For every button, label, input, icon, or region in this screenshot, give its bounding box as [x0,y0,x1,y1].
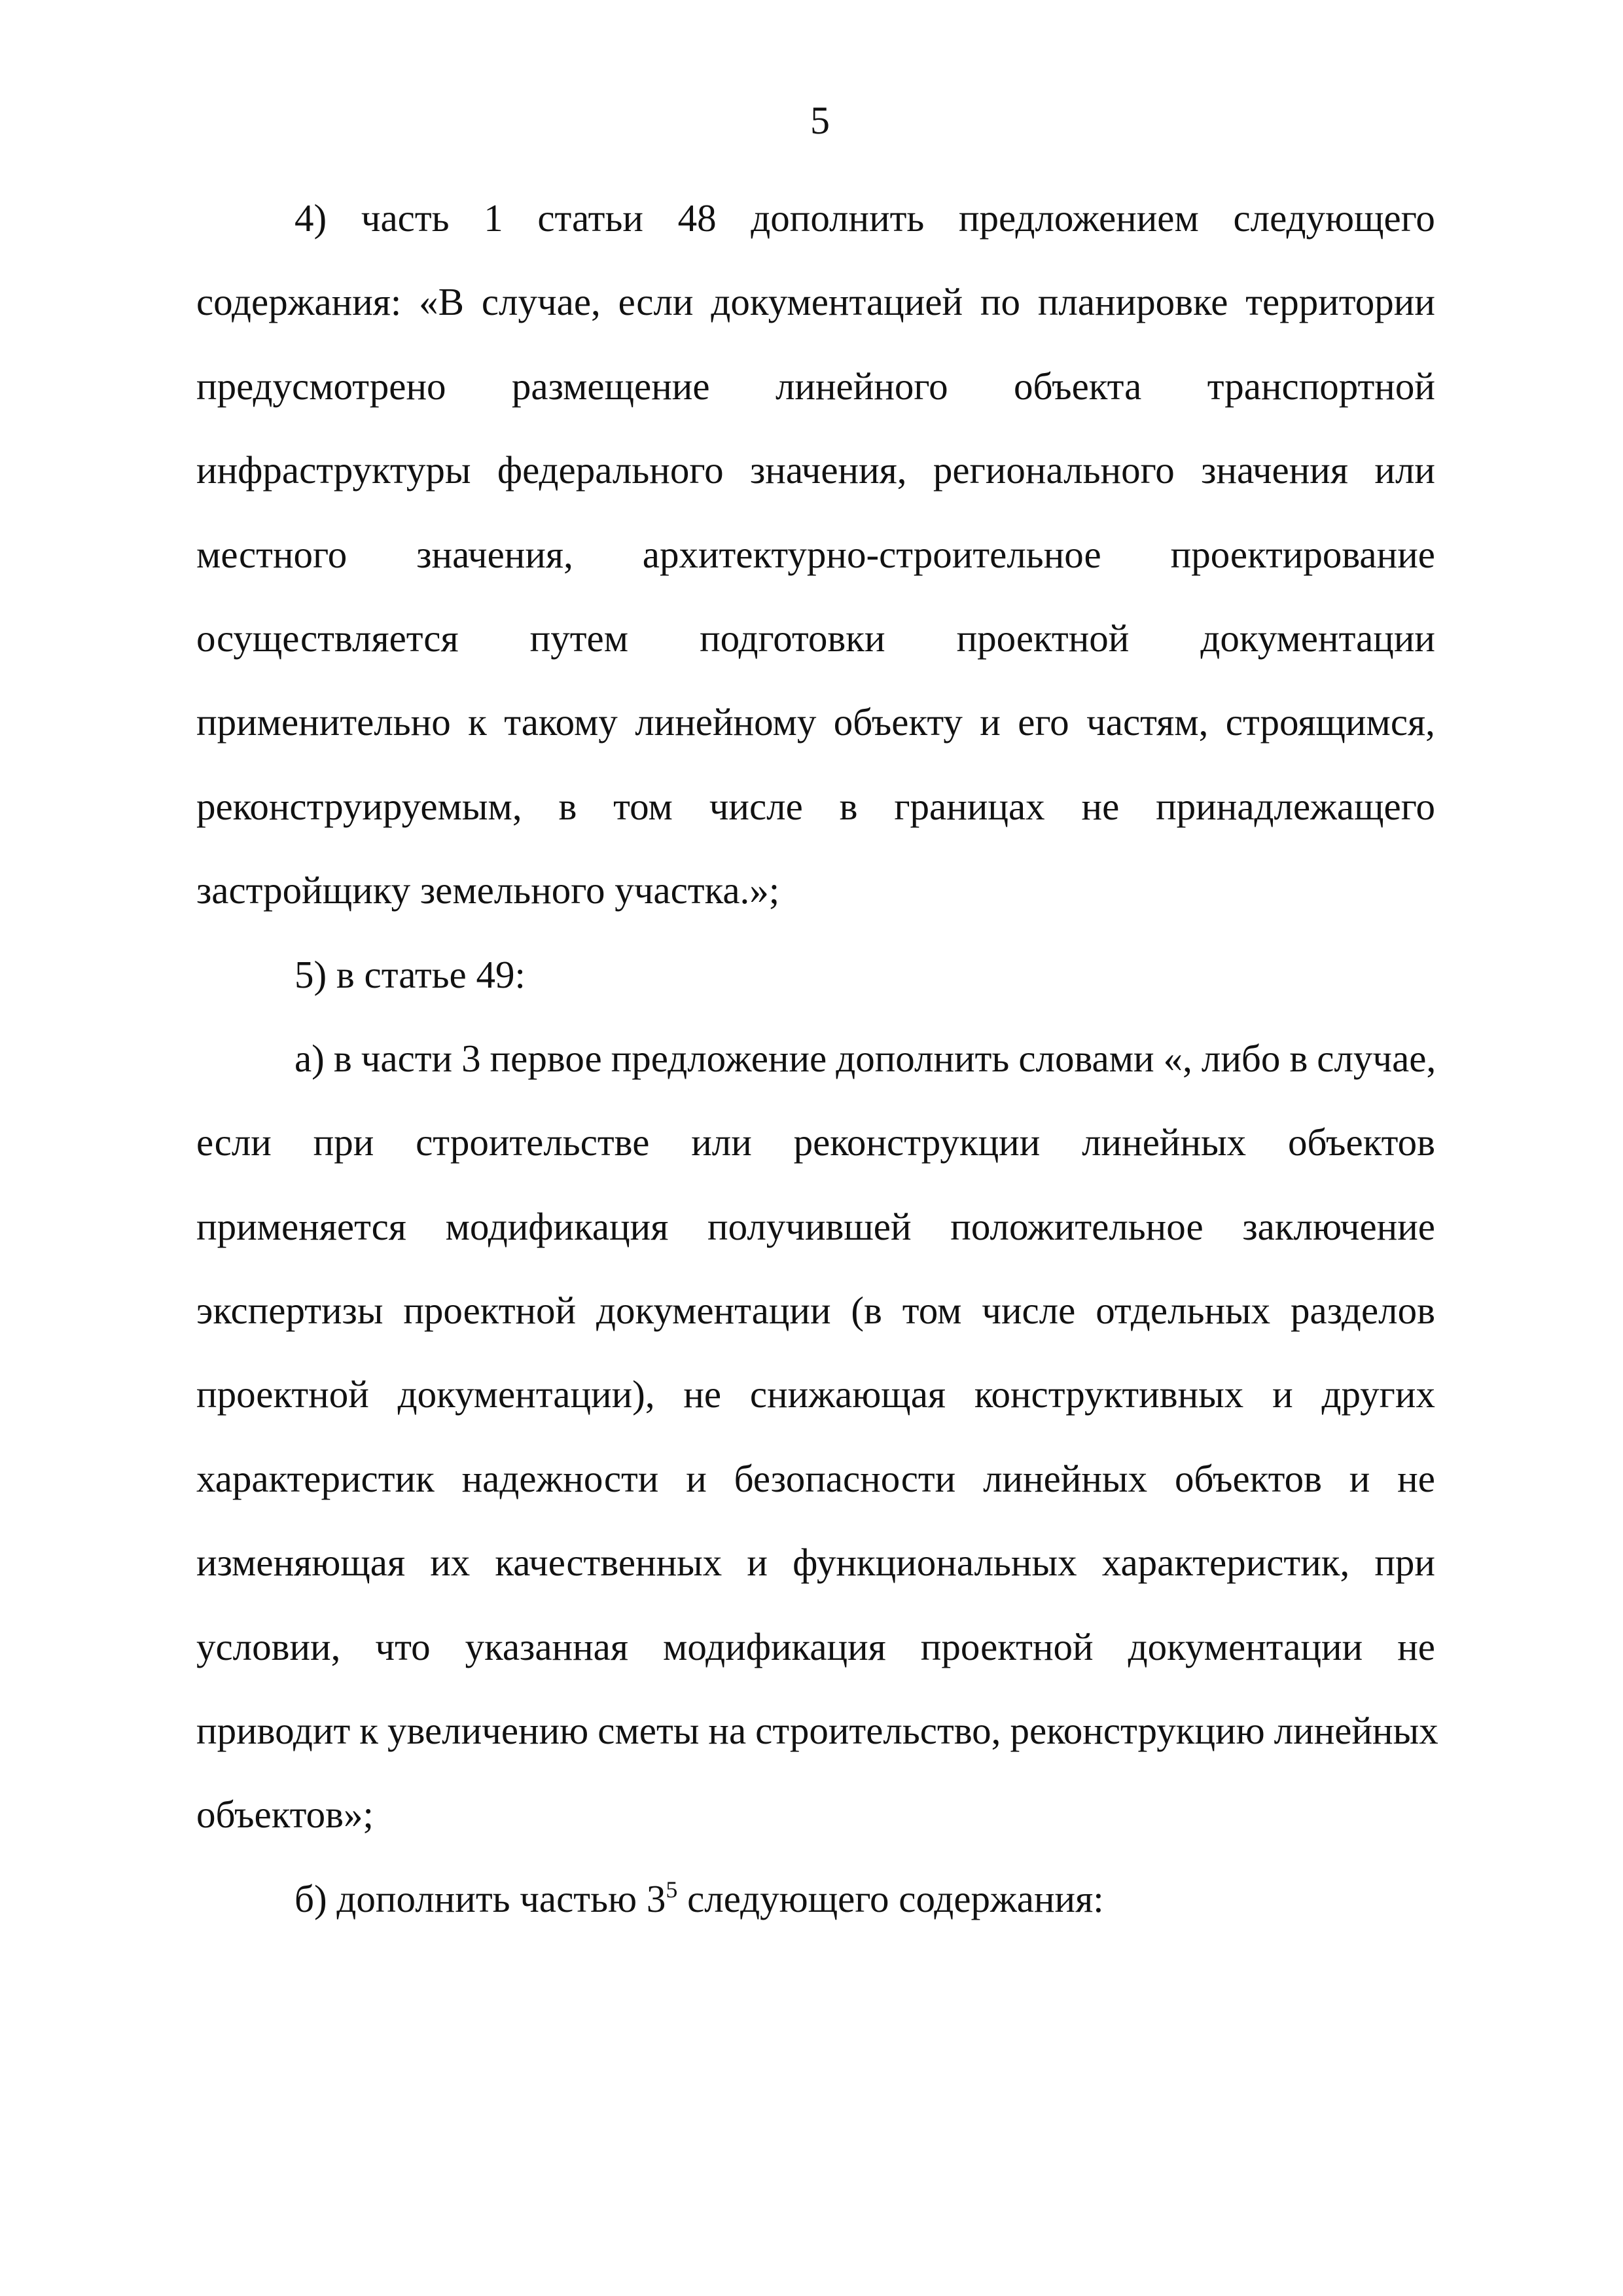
page-number: 5 [810,99,830,142]
word: модификация [663,1624,886,1668]
word: снижающая [749,1372,946,1416]
word: в [333,1036,352,1080]
word: случае, [1317,1036,1436,1080]
word: реконструкции [793,1121,1041,1164]
word: документации), [397,1372,655,1416]
word: дополнить [751,196,925,240]
word: а) [294,1036,325,1080]
word: получившей [707,1204,912,1248]
word: проектной [956,616,1130,660]
text-line [196,1352,1435,1436]
word: реконструируемым, [196,784,522,828]
word: проектирование [1170,532,1435,576]
word: части [361,1036,453,1080]
word: предложением [958,196,1199,240]
word: к [468,700,487,744]
word: словами [1018,1036,1154,1080]
word: условии, [196,1624,341,1668]
word: в [839,784,858,828]
word: значения [1201,448,1349,492]
word: «, [1163,1036,1192,1080]
text-line [196,176,1435,260]
word: безопасности [734,1456,956,1500]
word: местного [196,532,348,576]
word: статьи [537,196,643,240]
text-line [196,344,1435,428]
word: и [747,1541,768,1585]
word: 4) [294,196,327,240]
word: линейных [1274,1709,1438,1753]
word: проектной [196,1372,369,1416]
word: объектов [1174,1456,1322,1500]
text-line [196,1520,1435,1604]
text-line-part: б) дополнить частью 3 [294,1876,666,1920]
word: строящимся, [1225,700,1435,744]
word: и [1349,1456,1370,1500]
word: указанная [465,1624,629,1668]
word: либо [1201,1036,1281,1080]
word: или [1374,448,1435,492]
text-line: объектов»; [196,1793,374,1837]
word: если [618,280,694,324]
word: реконструкцию [1010,1709,1265,1753]
word: изменяющая [196,1541,406,1585]
text-line [196,260,1435,344]
word: значения, [416,532,573,576]
word: документацией [711,280,963,324]
word: в [558,784,577,828]
word: применяется [196,1204,406,1248]
word: линейного [775,364,948,408]
word: дополнить [836,1036,1010,1080]
word: приводит [196,1709,351,1753]
text-line: застройщику земельного участка.»; [196,869,780,912]
document-body [196,176,1438,1941]
word: на [708,1709,747,1753]
word: случае, [481,280,601,324]
word: по [980,280,1020,324]
word: инфраструктуры [196,448,471,492]
word: характеристик, [1101,1541,1350,1585]
word: их [430,1541,471,1585]
word: увеличению [387,1709,589,1753]
word: проектной [920,1624,1094,1668]
text-line [196,1100,1435,1184]
word: при [313,1121,374,1164]
word: 1 [484,196,503,240]
word: не [683,1372,722,1416]
word: 3 [461,1036,481,1080]
word: объектов [1287,1121,1435,1164]
word: документации [1128,1624,1363,1668]
word: разделов [1291,1289,1435,1333]
word: в [1289,1036,1308,1080]
word: проектной [403,1289,577,1333]
word: первое [490,1036,602,1080]
word: и [686,1456,707,1500]
word: том [902,1289,962,1333]
word: объекту [833,700,963,744]
word: «В [419,280,465,324]
word: надежности [461,1456,659,1500]
word: при [1374,1541,1435,1585]
text-line [196,1605,1435,1689]
word: том [613,784,673,828]
text-line [196,1689,1438,1772]
word: принадлежащего [1156,784,1435,828]
word: числе [982,1289,1076,1333]
text-line [196,764,1435,848]
word: строительство, [755,1709,1001,1753]
word: к [359,1709,378,1753]
word: не [1397,1624,1435,1668]
word: регионального [933,448,1175,492]
word: или [691,1121,752,1164]
text-line [196,596,1435,680]
word: модификация [445,1204,669,1248]
word: других [1321,1372,1435,1416]
word: содержания: [196,280,402,324]
word: границах [894,784,1045,828]
word: территории [1245,280,1435,324]
word: документации [596,1289,831,1333]
word: 48 [677,196,717,240]
word: положительное [950,1204,1204,1248]
word: подготовки [700,616,885,660]
word: линейному [635,700,817,744]
text-line [196,1268,1435,1352]
word: часть [361,196,450,240]
word: его [1018,700,1069,744]
word: объекта [1014,364,1142,408]
word: документации [1200,616,1435,660]
word: предусмотрено [196,364,446,408]
word: осуществляется [196,616,459,660]
word: применительно [196,700,451,744]
word: функциональных [793,1541,1077,1585]
word: строительстве [416,1121,650,1164]
text-line [196,1857,1435,1941]
word: архитектурно-строительное [642,532,1101,576]
word: предложение [611,1036,827,1080]
word: характеристик [196,1456,435,1500]
text-line [196,428,1435,512]
text-line [196,512,1435,596]
text-line: 5) в статье 49: [294,952,526,996]
word: не [1081,784,1120,828]
text-line [196,1437,1435,1520]
word: планировке [1037,280,1228,324]
word: линейных [1082,1121,1247,1164]
word: экспертизы [196,1289,383,1333]
word: и [980,700,1001,744]
text-line [196,1185,1435,1268]
superscript: 5 [666,1876,678,1903]
word: размещение [511,364,710,408]
word: качественных [495,1541,722,1585]
word: частям, [1086,700,1209,744]
word: (в [851,1289,882,1333]
word: такому [504,700,618,744]
word: линейных [983,1456,1148,1500]
word: сметы [597,1709,700,1753]
word: заключение [1242,1204,1435,1248]
word: числе [709,784,803,828]
word: отдельных [1096,1289,1271,1333]
word: федерального [497,448,724,492]
word: если [196,1121,272,1164]
word: путем [529,616,629,660]
text-line [196,680,1435,764]
word: значения, [749,448,907,492]
word: не [1397,1456,1435,1500]
text-line-part: следующего содержания: [677,1876,1104,1920]
word: транспортной [1207,364,1435,408]
text-line [196,1016,1435,1100]
word: следующего [1233,196,1435,240]
word: что [375,1624,431,1668]
word: и [1272,1372,1293,1416]
word: конструктивных [974,1372,1244,1416]
